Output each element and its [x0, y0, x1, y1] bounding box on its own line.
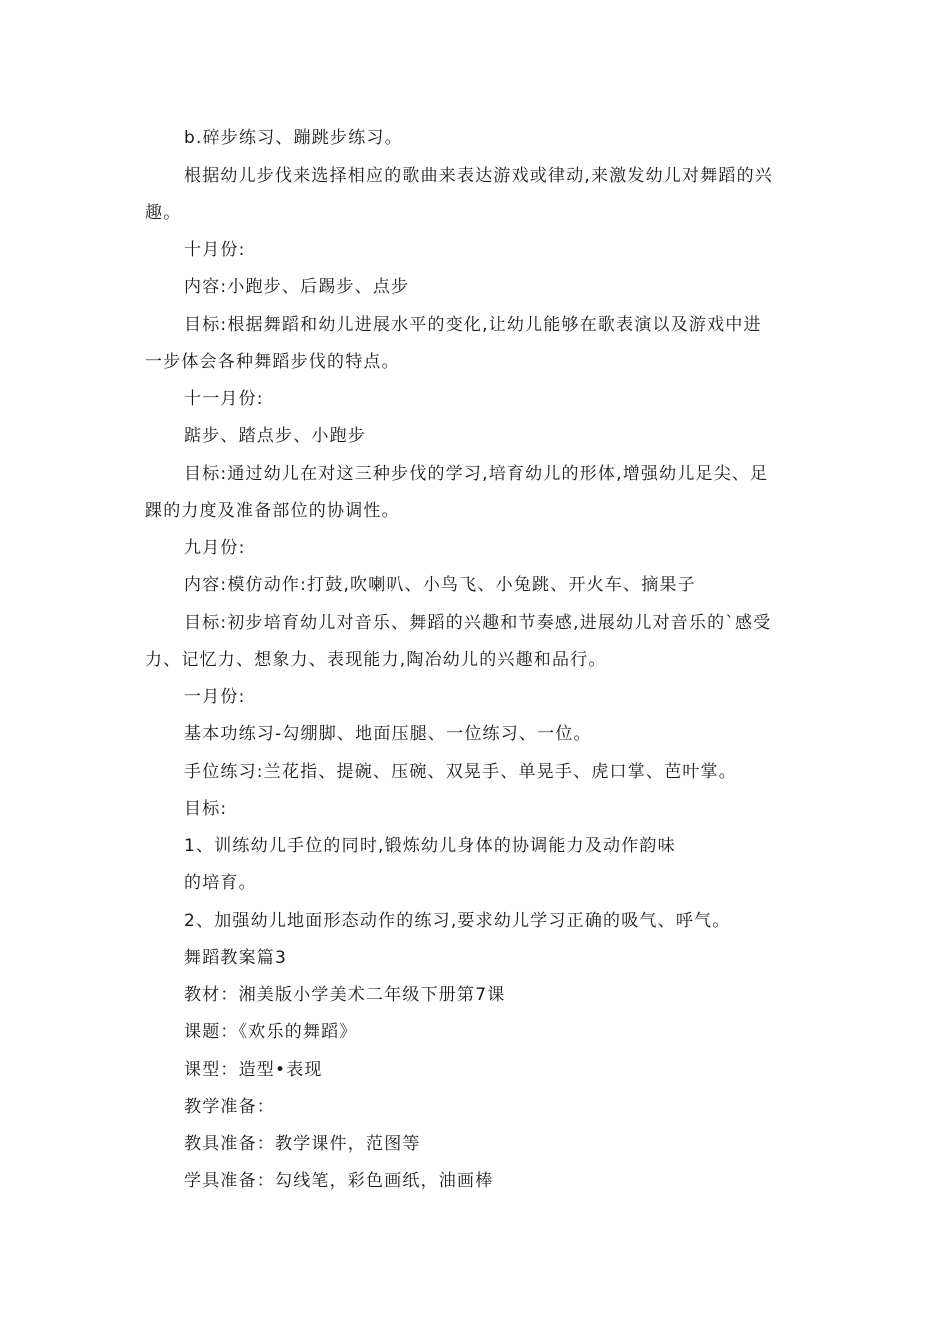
text-line: 教具准备：教学课件，范图等 [184, 1134, 421, 1154]
text-line: 一月份: [184, 687, 246, 707]
text-line: 内容:小跑步、后踢步、点步 [184, 277, 410, 297]
text-line: 的培育。 [184, 873, 257, 893]
text-line: 目标:根据舞蹈和幼儿进展水平的变化,让幼儿能够在歌表演以及游戏中进 [184, 315, 762, 335]
text-line: 九月份: [184, 538, 246, 558]
text-line: 力、记忆力、想象力、表现能力,陶冶幼儿的兴趣和品行。 [145, 650, 607, 670]
text-line: 学具准备：勾线笔，彩色画纸，油画棒 [184, 1171, 494, 1191]
text-line: 目标:通过幼儿在对这三种步伐的学习,培育幼儿的形体,增强幼儿足尖、足 [184, 464, 769, 484]
text-line: 一步体会各种舞蹈步伐的特点。 [145, 352, 400, 372]
section-heading: 舞蹈教案篇3 [184, 948, 288, 968]
text-line: 教学准备： [184, 1097, 275, 1117]
text-line: 踝的力度及准备部位的协调性。 [145, 501, 400, 521]
text-line: 2、加强幼儿地面形态动作的练习,要求幼儿学习正确的吸气、呼气。 [184, 911, 731, 931]
text-line: 根据幼儿步伐来选择相应的歌曲来表达游戏或律动,来激发幼儿对舞蹈的兴 [184, 166, 774, 186]
text-line: 教材：湘美版小学美术二年级下册第7课 [184, 985, 506, 1005]
text-line: 踮步、踏点步、小跑步 [184, 426, 366, 446]
text-line: 十一月份: [184, 389, 264, 409]
text-line: 目标: [184, 799, 228, 819]
text-line: 1、训练幼儿手位的同时,锻炼幼儿身体的协调能力及动作韵味 [184, 836, 676, 856]
text-line: 课题：《欢乐的舞蹈》 [184, 1022, 358, 1042]
text-line: 趣。 [145, 203, 182, 223]
text-line: b.碎步练习、蹦跳步练习。 [184, 128, 403, 148]
text-line: 十月份: [184, 240, 246, 260]
text-line: 目标:初步培育幼儿对音乐、舞蹈的兴趣和节奏感,进展幼儿对音乐的`感受 [184, 613, 772, 633]
text-line: 基本功练习-勾绷脚、地面压腿、一位练习、一位。 [184, 724, 592, 744]
text-line: 课型：造型•表现 [184, 1060, 323, 1080]
text-line: 手位练习:兰花指、提碗、压碗、双晃手、单晃手、虎口掌、芭叶掌。 [184, 762, 737, 782]
text-line: 内容:模仿动作:打鼓,吹喇叭、小鸟飞、小兔跳、开火车、摘果子 [184, 575, 696, 595]
